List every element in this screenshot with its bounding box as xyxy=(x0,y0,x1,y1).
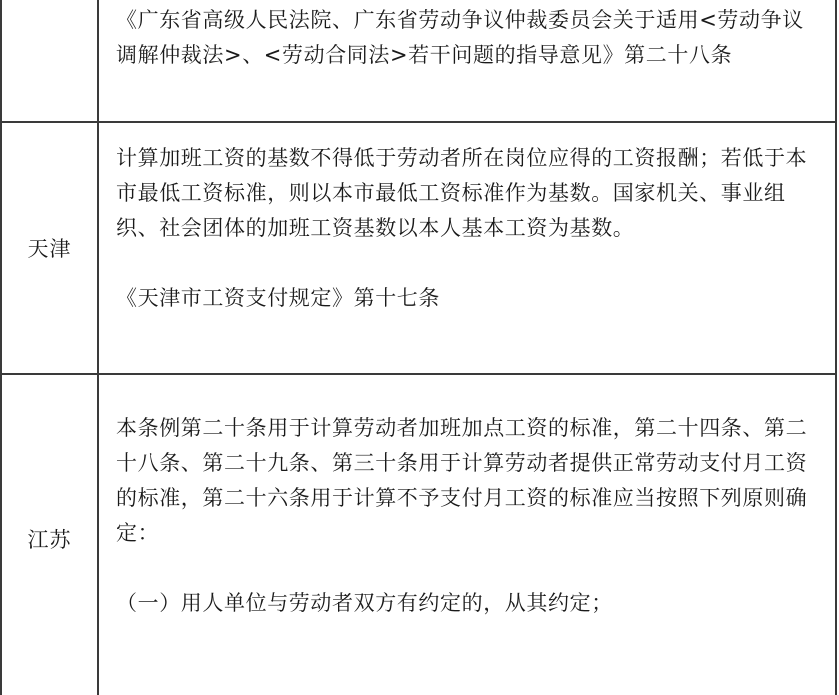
rule-item-text: （一）用人单位与劳动者双方有约定的，从其约定； xyxy=(116,591,613,615)
region-cell xyxy=(0,0,99,121)
region-cell: 天津 xyxy=(0,123,99,373)
citation-text: 《广东省高级人民法院、广东省劳动争议仲裁委员会关于适用<劳动争议调解仲裁法>、<劳动合同法>若干问题的指导意见》第二十八条 xyxy=(116,8,804,67)
content-cell xyxy=(99,0,837,121)
table-row-jiangsu xyxy=(0,375,837,695)
rule-text: 本条例第二十条用于计算劳动者加班加点工资的标准，第二十四条、第二十八条、第二十九条、第三十条用于计算劳动者提供正常劳动支付月工资的标准，第二十六条用于计算不予支付月工资的标准应当按照下列原则确定： xyxy=(116,416,808,545)
table-row-tianjin xyxy=(0,123,837,375)
content-cell xyxy=(99,375,837,695)
region-cell: 江苏 xyxy=(0,375,99,695)
table-row-guangdong xyxy=(0,0,837,123)
content-cell xyxy=(99,123,837,373)
paragraph-gap xyxy=(116,246,825,281)
rule-text: 计算加班工资的基数不得低于劳动者所在岗位应得的工资报酬；若低于本市最低工资标准，则以本市最低工资标准作为基数。国家机关、事业组织、社会团体的加班工资基数以本人基本工资为基数。 xyxy=(116,146,808,240)
citation-text: 《天津市工资支付规定》第十七条 xyxy=(116,286,440,310)
paragraph-gap xyxy=(116,551,825,586)
